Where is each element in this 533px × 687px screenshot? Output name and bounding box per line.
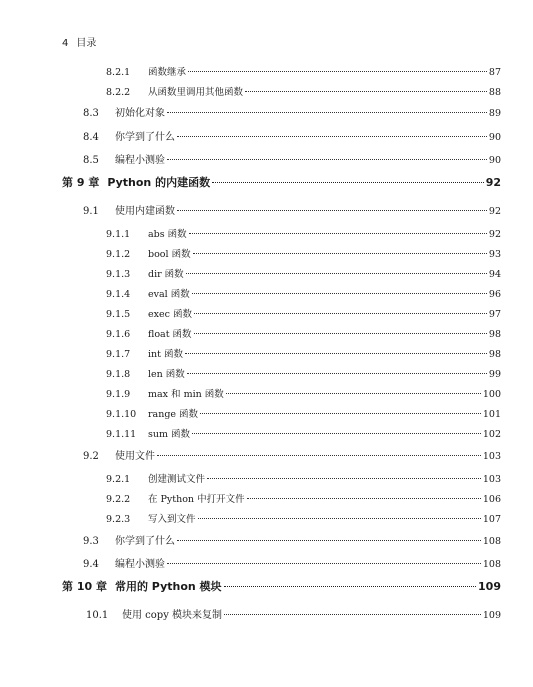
toc-entry[interactable] <box>106 64 501 78</box>
toc-entry-page: 102 <box>482 429 501 440</box>
toc-entry-page: 103 <box>482 451 501 462</box>
toc-entry-number: 9.1.11 <box>106 429 137 440</box>
toc-entry-page: 92 <box>488 229 501 240</box>
dot-leader <box>186 273 487 274</box>
toc-entry-title: bool 函数 <box>148 249 191 260</box>
toc-entry[interactable] <box>83 555 501 570</box>
toc-entry-number: 9.1.6 <box>106 329 131 340</box>
toc-entry[interactable] <box>106 386 501 400</box>
toc-entry[interactable] <box>106 471 501 485</box>
toc-entry-title: 写入到文件 <box>148 514 196 525</box>
toc-entry[interactable] <box>106 84 501 98</box>
toc-entry-page: 89 <box>488 108 501 119</box>
dot-leader <box>167 112 487 113</box>
toc-chapter-number: 第 9 章 <box>62 176 100 189</box>
toc-entry-page: 103 <box>482 474 501 485</box>
toc-entry-page: 96 <box>488 289 501 300</box>
toc-entry-page: 93 <box>488 249 501 260</box>
toc-entry-page: 97 <box>488 309 501 320</box>
toc-entry-title: float 函数 <box>148 329 192 340</box>
toc-entry-number: 8.2.1 <box>106 67 131 78</box>
toc-entry-number: 9.2.3 <box>106 514 131 525</box>
toc-entry-title: max 和 min 函数 <box>148 389 224 400</box>
toc-entry-number: 9.1.10 <box>106 409 137 420</box>
toc-entry-title: range 函数 <box>148 409 199 420</box>
toc-entry-number: 9.1.3 <box>106 269 131 280</box>
toc-entry-page: 108 <box>482 536 501 547</box>
toc-entry[interactable] <box>106 306 501 320</box>
toc-entry-page: 107 <box>482 514 501 525</box>
toc-chapter-number: 第 10 章 <box>62 580 107 593</box>
toc-entry-number: 9.1 <box>83 206 99 217</box>
toc-entry-page: 94 <box>488 269 501 280</box>
toc-entry[interactable] <box>86 606 501 621</box>
toc-entry-number: 9.1.8 <box>106 369 131 380</box>
dot-leader <box>189 233 487 234</box>
toc-entry-page: 90 <box>488 155 501 166</box>
toc-entry[interactable] <box>83 128 501 143</box>
dot-leader <box>194 333 487 334</box>
toc-entry-number: 10.1 <box>86 610 109 621</box>
dot-leader <box>224 614 481 615</box>
dot-leader <box>187 373 487 374</box>
toc-entry-number: 9.3 <box>83 536 99 547</box>
dot-leader <box>167 159 487 160</box>
toc-entry[interactable] <box>106 326 501 340</box>
toc-entry-number: 9.4 <box>83 559 99 570</box>
toc-entry-title: dir 函数 <box>148 269 184 280</box>
toc-chapter-page: 109 <box>478 580 501 593</box>
dot-leader <box>157 455 481 456</box>
toc-chapter-page: 92 <box>485 176 501 189</box>
toc-entry[interactable] <box>83 151 501 166</box>
toc-chapter-title: 常用的 Python 模块 <box>114 580 222 593</box>
toc-entry-page: 87 <box>488 67 501 78</box>
dot-leader <box>192 293 487 294</box>
toc-entry-number: 9.1.4 <box>106 289 131 300</box>
toc-entry[interactable] <box>106 366 501 380</box>
toc-chapter[interactable] <box>62 578 501 594</box>
running-header <box>62 34 96 49</box>
toc-entry-number: 9.1.7 <box>106 349 131 360</box>
toc-entry-title: 使用内建函数 <box>115 206 175 217</box>
toc-entry-number: 9.2 <box>83 451 99 462</box>
toc-entry[interactable] <box>106 346 501 360</box>
toc-entry-number: 9.2.1 <box>106 474 131 485</box>
toc-entry-page: 100 <box>482 389 501 400</box>
toc-entry-title: 编程小测验 <box>115 559 165 570</box>
toc-entry-page: 106 <box>482 494 501 505</box>
toc-entry-title: 初始化对象 <box>115 108 165 119</box>
dot-leader <box>198 518 481 519</box>
toc-entry[interactable] <box>83 447 501 462</box>
dot-leader <box>245 91 487 92</box>
dot-leader <box>224 586 476 587</box>
toc-entry-page: 90 <box>488 132 501 143</box>
toc-entry-title: eval 函数 <box>148 289 190 300</box>
header-page-number: 4 <box>62 38 69 49</box>
toc-entry[interactable] <box>106 491 501 505</box>
toc-entry[interactable] <box>106 246 501 260</box>
dot-leader <box>167 563 481 564</box>
toc-entry-title: exec 函数 <box>148 309 192 320</box>
toc-entry-title: abs 函数 <box>148 229 187 240</box>
toc-entry-title: 你学到了什么 <box>115 132 175 143</box>
toc-entry[interactable] <box>106 406 501 420</box>
toc-entry-title: 创建测试文件 <box>148 474 206 485</box>
toc-entry-number: 9.1.2 <box>106 249 131 260</box>
toc-entry[interactable] <box>106 266 501 280</box>
toc-entry-number: 9.1.1 <box>106 229 131 240</box>
toc-entry-title: 从函数里调用其他函数 <box>148 87 244 98</box>
toc-entry-page: 101 <box>482 409 501 420</box>
toc-entry-title: sum 函数 <box>148 429 191 440</box>
toc-entry-title: 编程小测验 <box>115 155 165 166</box>
toc-entry-title: int 函数 <box>148 349 183 360</box>
toc-entry-page: 98 <box>488 329 501 340</box>
dot-leader <box>177 540 481 541</box>
toc-entry-number: 8.3 <box>83 108 99 119</box>
toc-entry-number: 8.2.2 <box>106 87 131 98</box>
dot-leader <box>200 413 481 414</box>
toc-entry[interactable] <box>83 532 501 547</box>
dot-leader <box>188 71 487 72</box>
toc-entry-title: 在 Python 中打开文件 <box>148 494 245 505</box>
header-title: 目录 <box>76 38 97 49</box>
dot-leader <box>185 353 487 354</box>
dot-leader <box>177 210 487 211</box>
toc-entry-number: 8.5 <box>83 155 99 166</box>
toc-entry-page: 109 <box>482 610 501 621</box>
dot-leader <box>212 182 484 183</box>
toc-entry[interactable] <box>83 202 501 217</box>
dot-leader <box>226 393 481 394</box>
toc-entry-number: 9.1.9 <box>106 389 131 400</box>
toc-entry-number: 9.2.2 <box>106 494 131 505</box>
dot-leader <box>207 478 481 479</box>
toc-entry-title: 函数继承 <box>148 67 187 78</box>
toc-entry-title: 使用文件 <box>115 451 155 462</box>
toc-entry-title: 使用 copy 模块来复制 <box>122 610 223 621</box>
dot-leader <box>177 136 487 137</box>
dot-leader <box>194 313 487 314</box>
toc-entry[interactable] <box>106 511 501 525</box>
toc-entry-title: 你学到了什么 <box>115 536 175 547</box>
toc-entry-page: 92 <box>488 206 501 217</box>
toc-entry-number: 8.4 <box>83 132 99 143</box>
dot-leader <box>193 253 487 254</box>
dot-leader <box>247 498 481 499</box>
dot-leader <box>192 433 481 434</box>
toc-entry-page: 88 <box>488 87 501 98</box>
toc-entry-page: 99 <box>488 369 501 380</box>
toc-entry-page: 98 <box>488 349 501 360</box>
toc-entry[interactable] <box>106 226 501 240</box>
toc-entry-page: 108 <box>482 559 501 570</box>
toc-entry[interactable] <box>106 426 501 440</box>
toc-chapter[interactable] <box>62 174 501 190</box>
toc-entry-number: 9.1.5 <box>106 309 131 320</box>
toc-chapter-title: Python 的内建函数 <box>107 176 211 189</box>
toc-entry[interactable] <box>83 104 501 119</box>
toc-entry-title: len 函数 <box>148 369 185 380</box>
toc-entry[interactable] <box>106 286 501 300</box>
